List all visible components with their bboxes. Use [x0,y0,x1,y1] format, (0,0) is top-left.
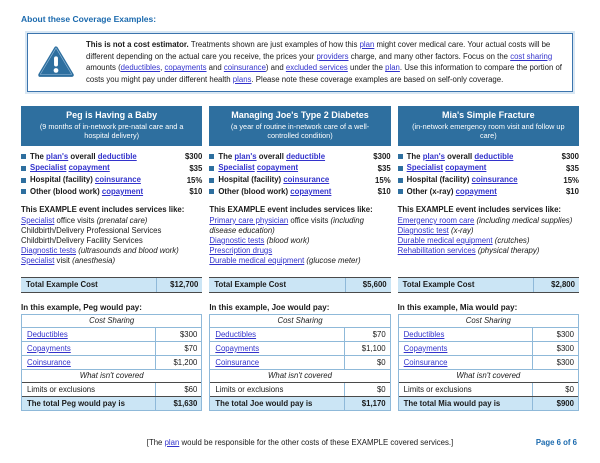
total-would-pay-value: $1,170 [344,397,390,410]
example-title: Mia's Simple Fracture [441,109,535,120]
plan-parameters-list [209,151,390,198]
total-would-pay-label: The total Joe would pay is [215,398,313,408]
text-link[interactable]: coinsurance [283,175,330,185]
page-title: About these Coverage Examples: [21,14,157,24]
text-link[interactable]: Rehabilitation services [397,245,476,255]
plan-parameter-value: $300 [373,152,391,162]
text-link[interactable]: plan [164,438,180,447]
example-services [209,205,390,277]
bullet-square-icon [209,178,214,183]
example-services [398,205,579,277]
text-link[interactable]: copayment [256,163,299,173]
would-pay-heading: In this example, Mia would pay: [397,302,518,312]
plan-parameter-value: 15% [186,175,203,185]
example-title: Managing Joe's Type 2 Diabetes [231,109,369,120]
text-link[interactable]: Deductibles [215,329,257,339]
cost-sharing-value: $0 [344,356,390,369]
cost-sharing-value: $300 [532,342,578,355]
example-subtitle: (in-network emergency room visit and follow up care) [412,121,565,140]
warning-icon-area [36,46,76,78]
cost-sharing-rows [210,328,389,370]
cost-sharing-rows [399,328,578,370]
services-heading: This EXAMPLE event includes services like: [21,204,185,214]
plan-parameter-label: Other (x-ray) copayment [406,186,497,196]
text-link[interactable]: copayment [290,186,332,196]
total-would-pay-label: The total Mia would pay is [403,398,501,408]
text-link[interactable]: Specialist [21,255,55,265]
text-link[interactable]: Specialist [406,163,444,173]
plan-parameter-row [398,162,579,174]
cost-sharing-value: $300 [155,328,201,341]
limits-exclusions-label: Limits or exclusions [27,384,96,394]
text-link[interactable]: coinsurance [223,63,266,73]
service-line: Primary care physician office visits (including disease education) [209,215,364,235]
text-link[interactable]: Copayments [403,343,448,353]
limits-exclusions-value: $0 [532,383,578,396]
service-line: Durable medical equipment (glucose meter) [209,255,361,265]
total-example-cost-value: $5,600 [345,278,391,292]
coverage-example-column [21,106,202,411]
text-link[interactable]: plan's [234,151,257,161]
plan-parameter-row [398,186,579,198]
total-example-cost-row [21,277,202,293]
limits-exclusions-row [210,383,389,397]
text-link[interactable]: Durable medical equipment [209,255,305,265]
limits-exclusions-row [22,383,201,397]
limits-exclusions-value: $60 [155,383,201,396]
plan-parameter-value: 15% [375,175,391,185]
plan-parameter-value: $35 [377,163,391,173]
plan-parameters-list [398,151,579,198]
service-line [209,246,390,256]
cost-sharing-row [22,356,201,370]
services-heading: This EXAMPLE event includes services like: [209,204,373,214]
text-link[interactable]: Coinsurance [27,357,71,367]
not-covered-section-header: What isn't covered [210,370,389,383]
plan-parameters-list [21,151,202,198]
warning-triangle-icon [38,46,74,78]
text-link[interactable]: providers [316,51,349,61]
plan-parameter-row [398,174,579,186]
disclaimer-text: This is not a cost estimator. Treatments shown are just examples of how this plan might cover medical care. Your actual costs will be different depending on the actual care you receive, the prices your providers charge, and many other factors. Focus on the cost sharing amounts (deductibles, copayments and coinsurance) and excluded services under the plan. Use this information to compare the portion of costs you might pay under different health plans. Please note these coverage examples are based on self-only coverage. [86,40,562,85]
cost-breakdown-table [209,314,390,411]
cost-sharing-label [210,328,343,341]
limits-exclusions-value: $0 [344,383,390,396]
bullet-square-icon [21,189,26,194]
cost-sharing-row [399,342,578,356]
bullet-square-icon [21,154,26,159]
would-pay-heading: In this example, Joe would pay: [209,302,330,312]
cost-sharing-value: $70 [155,342,201,355]
text-link[interactable]: copayment [445,163,487,173]
total-example-cost-row [398,277,579,293]
text-link[interactable]: Diagnostic test [397,225,449,235]
text-link[interactable]: deductibles [120,63,161,73]
total-example-cost-label: Total Example Cost [214,280,287,290]
plan-parameter-value: $10 [565,187,579,197]
text-link[interactable]: Specialist [218,163,255,173]
cost-sharing-value: $300 [532,356,578,369]
text-link[interactable]: plan [385,63,400,73]
text-link[interactable]: copayment [101,186,144,196]
plan-parameter-row [209,174,390,186]
total-example-cost-row [209,277,390,293]
service-line: Childbirth/Delivery Facility Services [21,235,143,245]
plan-parameter-row [209,162,390,174]
example-title: Peg is Having a Baby [66,109,158,120]
text-link[interactable]: Coinsurance [403,357,448,367]
cost-sharing-value: $300 [532,328,578,341]
cost-sharing-value: $1,100 [344,342,390,355]
cost-sharing-section-header: Cost Sharing [399,315,578,328]
text-link[interactable]: deductible [286,151,326,161]
limits-exclusions-label: Limits or exclusions [215,384,284,394]
service-line: Diagnostic tests (blood work) [209,235,310,245]
cost-sharing-label [210,342,343,355]
text-link[interactable]: Specialist [21,215,55,225]
text-link[interactable]: Diagnostic tests [21,245,77,255]
example-subtitle: (9 months of in-network pre-natal care and a hospital delivery) [39,121,184,140]
plan-parameter-row [21,151,202,163]
service-line: Rehabilitation services (physical therapy) [397,245,540,255]
service-line: Specialist visit (anesthesia) [21,255,116,265]
text-link[interactable]: plan's [46,151,69,161]
disclaimer-notice-box [27,33,573,92]
not-covered-section-header: What isn't covered [399,370,578,383]
services-list [209,216,390,266]
cost-sharing-label [210,356,343,369]
page-footer [0,438,600,447]
plan-parameter-label: The plan's overall deductible [406,151,514,161]
text-link[interactable]: deductible [474,151,514,161]
cost-sharing-row [210,342,389,356]
text-link[interactable]: copayment [455,186,497,196]
services-list [398,216,579,256]
would-pay-heading: In this example, Peg would pay: [21,302,142,312]
text-link[interactable]: plan's [422,151,445,161]
cost-sharing-label [22,342,155,355]
bullet-square-icon [209,166,214,171]
total-would-pay-row [210,397,389,410]
cost-sharing-label [22,328,155,341]
plan-parameter-value: 15% [563,175,579,185]
cost-breakdown-table [21,314,202,411]
total-would-pay-value: $1,630 [155,397,201,410]
limits-exclusions-row [399,383,578,397]
cost-sharing-section-header: Cost Sharing [210,315,389,328]
example-header [398,106,579,146]
text-link[interactable]: Primary care physician [209,215,289,225]
cost-sharing-row [210,328,389,342]
text-link[interactable]: Emergency room care [397,215,475,225]
plan-parameter-value: $35 [189,163,203,173]
limits-exclusions-label: Limits or exclusions [403,384,472,394]
cost-sharing-section-header: Cost Sharing [22,315,201,328]
text-link[interactable]: Copayments [215,343,260,353]
service-line: Diagnostic tests (ultrasounds and blood work) [21,245,179,255]
text-link[interactable]: plan [359,40,375,49]
cost-sharing-label [399,328,532,341]
services-heading: This EXAMPLE event includes services like: [397,204,562,214]
coverage-example-columns [21,106,579,411]
not-covered-section-header: What isn't covered [22,370,201,383]
plan-parameter-label [407,163,562,173]
cost-sharing-row [399,328,578,342]
bullet-square-icon [398,154,403,159]
text-link[interactable]: coinsurance [471,175,518,185]
example-subtitle: (a year of routine in-network care of a well-controlled condition) [230,121,370,140]
plan-parameter-value: $10 [189,187,203,197]
text-link[interactable]: deductible [97,151,137,161]
cost-sharing-rows [22,328,201,370]
page-number: Page 6 of 6 [535,438,577,447]
bullet-square-icon [209,189,214,194]
cost-sharing-label [399,342,532,355]
plan-parameter-row [21,174,202,186]
footer-note: [The plan would be responsible for the other costs of these EXAMPLE covered services.] [146,438,454,447]
cost-sharing-row [22,342,201,356]
coverage-example-column [398,106,579,411]
plan-parameter-label: Other (blood work) copayment [30,186,144,196]
services-list [21,216,202,266]
text-link[interactable]: copayments [164,63,207,73]
bullet-square-icon [398,189,403,194]
cost-sharing-value: $70 [344,328,390,341]
plan-parameter-label: Hospital (facility) coinsurance [218,175,330,185]
text-link[interactable]: plans [232,75,252,85]
total-example-cost-value: $2,800 [533,278,579,292]
text-link[interactable]: Durable medical equipment [397,235,493,245]
plan-parameter-label [218,163,373,173]
plan-parameter-value: $300 [184,152,203,162]
example-header [21,106,202,146]
bullet-square-icon [21,178,26,183]
cost-sharing-row [399,356,578,370]
bullet-square-icon [398,178,403,183]
text-link[interactable]: Deductibles [403,329,445,339]
text-link[interactable]: Specialist [30,163,67,173]
total-would-pay-row [22,397,201,410]
text-link[interactable]: coinsurance [94,175,141,185]
service-line: Childbirth/Delivery Professional Services [21,225,162,235]
plan-parameter-row [21,162,202,174]
total-example-cost-label: Total Example Cost [402,280,475,290]
plan-parameter-label: Hospital (facility) coinsurance [30,175,141,185]
cost-sharing-row [22,328,201,342]
text-link[interactable]: Coinsurance [215,357,260,367]
bullet-square-icon [21,166,26,171]
text-link[interactable]: Prescription drugs [209,245,273,255]
plan-parameter-label: Other (blood work) copayment [218,186,332,196]
cost-sharing-label [399,356,532,369]
text-link[interactable]: excluded services [285,63,348,73]
example-header [209,106,390,146]
service-line: Emergency room care (including medical supplies) [397,215,573,225]
plan-parameter-label [30,163,185,173]
service-line: Specialist office visits (prenatal care) [21,215,148,225]
text-link[interactable]: cost sharing [510,51,553,61]
cost-sharing-label [22,356,155,369]
total-would-pay-value: $900 [532,397,578,410]
service-line: Durable medical equipment (crutches) [397,235,530,245]
total-would-pay-label: The total Peg would pay is [27,398,125,408]
cost-sharing-row [210,356,389,370]
total-example-cost-value: $12,700 [156,278,202,292]
text-link[interactable]: copayment [68,163,110,173]
total-example-cost-label: Total Example Cost [26,280,98,290]
bullet-square-icon [209,154,214,159]
plan-parameter-value: $300 [561,152,579,162]
cost-sharing-value: $1,200 [155,356,201,369]
plan-parameter-label: The plan's overall deductible [218,151,326,161]
plan-parameter-row [209,186,390,198]
bullet-square-icon [398,166,403,171]
plan-parameter-label: Hospital (facility) coinsurance [406,175,518,185]
plan-parameter-value: $35 [565,163,579,173]
service-line: Diagnostic test (x-ray) [397,225,474,235]
plan-parameter-row [209,151,390,163]
plan-parameter-value: $10 [377,187,391,197]
plan-parameter-row [398,151,579,163]
example-services [21,205,202,277]
plan-parameter-row [21,186,202,198]
total-would-pay-row [399,397,578,410]
text-link[interactable]: Copayments [27,343,71,353]
cost-breakdown-table [398,314,579,411]
text-link[interactable]: Deductibles [27,329,68,339]
text-link[interactable]: Diagnostic tests [209,235,265,245]
coverage-example-column [209,106,390,411]
plan-parameter-label: The plan's overall deductible [30,151,137,161]
